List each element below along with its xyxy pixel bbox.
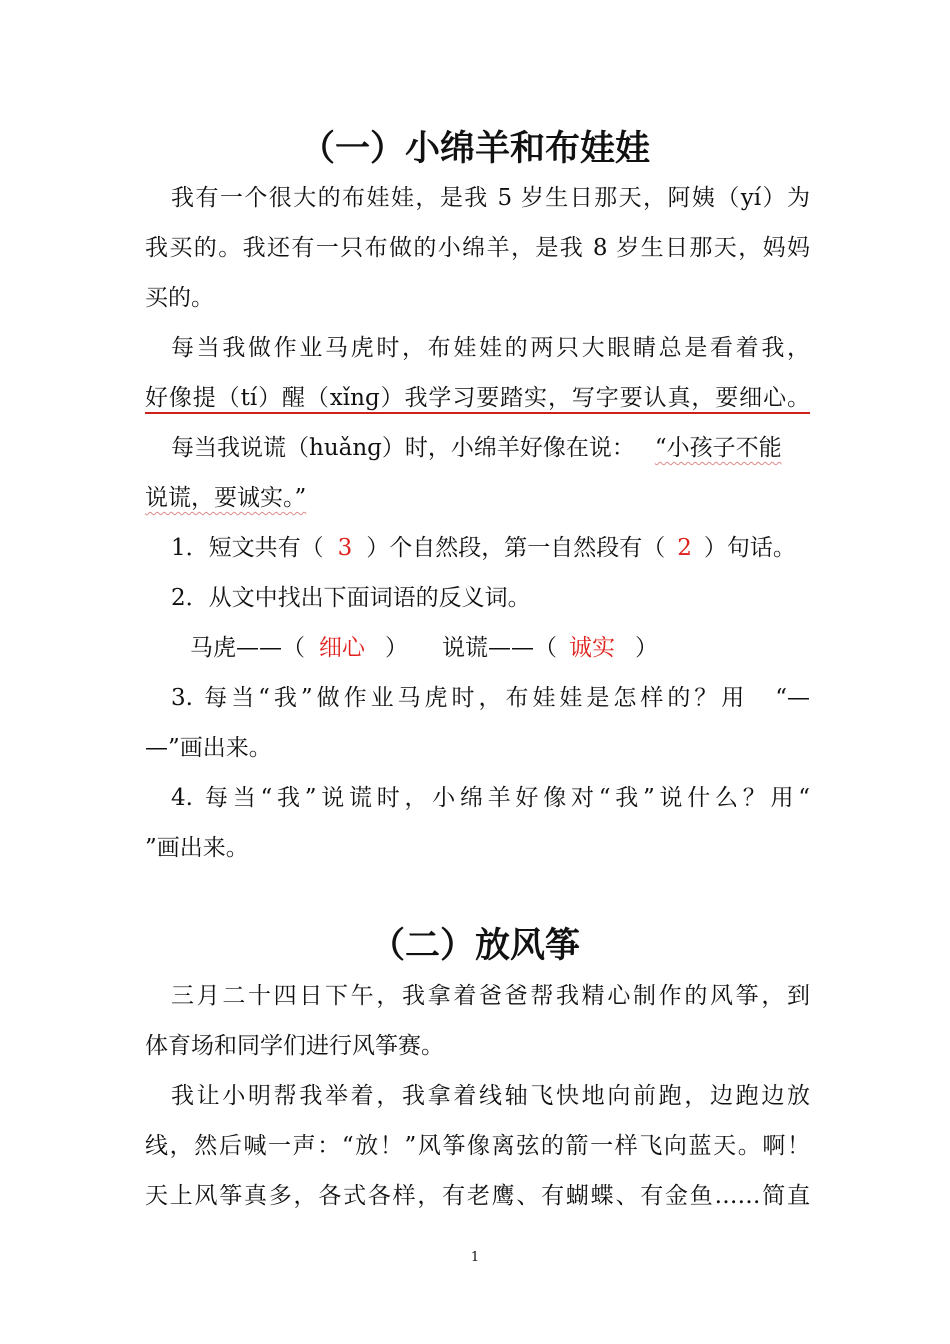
answer-text: 3	[337, 535, 353, 561]
paragraph-line	[145, 487, 810, 510]
section-1-title: （一）小绵羊和布娃娃	[299, 129, 650, 169]
section-2-title: （二）放风筝	[369, 926, 580, 966]
question-4: 4. 每当“我”说谎时，小绵羊好像对“我”说什么？用“	[171, 785, 810, 811]
paragraph-line: 我有一个很大的布娃娃，是我 5 岁生日那天，阿姨（yí）为	[171, 185, 810, 211]
red-underline-text: 好像提（tí）醒（xǐnɡ）我学习要踏实，写字要认真，要细心。	[145, 385, 810, 411]
paragraph-line: 买的。	[145, 285, 214, 311]
underlined-answer-line	[145, 387, 810, 410]
question-4-cont: ”画出来。	[145, 835, 249, 861]
paragraph-line: 线，然后喊一声：“放！”风筝像离弦的箭一样飞向蓝天。啊！	[145, 1133, 810, 1159]
paragraph-line: 每当我做作业马虎时，布娃娃的两只大眼睛总是看着我，	[171, 335, 810, 361]
answer-text: 2	[677, 535, 692, 561]
paragraph-line: 体育场和同学们进行风筝赛。	[145, 1033, 444, 1059]
wavy-underline-text: 说谎，要诚实。”	[145, 485, 307, 511]
paragraph-line: 我买的。我还有一只布做的小绵羊，是我 8 岁生日那天，妈妈	[145, 235, 810, 261]
wavy-underline-text: “小孩子不能	[654, 435, 782, 461]
antonym-row: 马虎——（ 细心 ） 说谎——（ 诚实 ）	[190, 635, 658, 661]
answer-text: 诚实	[569, 635, 615, 661]
page-number: 1	[470, 1250, 480, 1265]
paragraph-line: 三月二十四日下午，我拿着爸爸帮我精心制作的风筝，到	[171, 983, 810, 1009]
question-1: 1．短文共有（ 3 ）个自然段，第一自然段有（ 2 ）句话。	[171, 535, 796, 561]
question-3: 3. 每当“我”做作业马虎时，布娃娃是怎样的？用 “—	[171, 685, 810, 711]
question-2: 2．从文中找出下面词语的反义词。	[171, 585, 531, 611]
answer-text: 细心	[319, 635, 365, 661]
question-3-cont: —”画出来。	[145, 735, 272, 761]
paragraph-text: 每当我说谎（huǎnɡ）时，小绵羊好像在说：	[171, 435, 635, 461]
paragraph-line: 我让小明帮我举着，我拿着线轴飞快地向前跑，边跑边放	[171, 1083, 810, 1109]
paragraph-line: 天上风筝真多，各式各样，有老鹰、有蝴蝶、有金鱼……简直	[145, 1183, 810, 1209]
paragraph-line	[145, 437, 810, 460]
